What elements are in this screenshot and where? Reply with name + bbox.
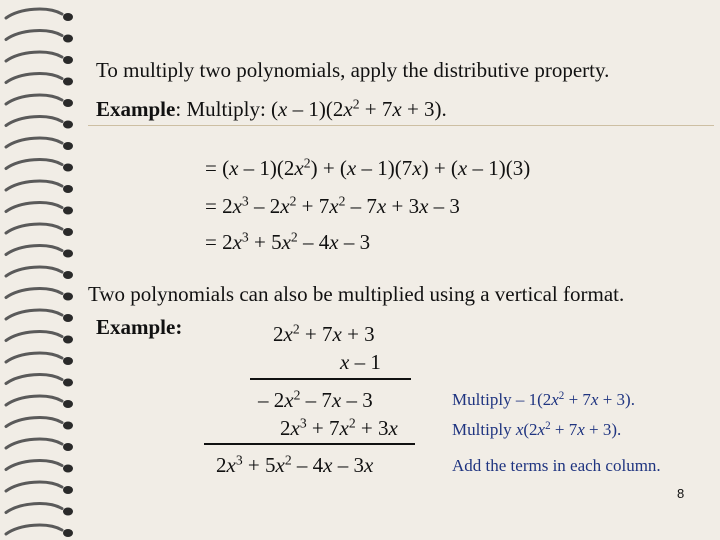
spiral-hole <box>63 465 73 473</box>
page-number: 8 <box>677 486 685 501</box>
spiral-hole <box>63 228 73 236</box>
spiral-hole <box>63 443 73 451</box>
spiral-ring <box>6 525 62 534</box>
spiral-hole <box>63 250 73 258</box>
spiral-hole <box>63 379 73 387</box>
spiral-ring <box>6 353 62 362</box>
note-add-columns: Add the terms in each column. <box>452 456 661 475</box>
spiral-hole <box>63 336 73 344</box>
spiral-ring <box>6 461 62 470</box>
spiral-ring <box>6 482 62 491</box>
intro-text: To multiply two polynomials, apply the distributive property. <box>96 58 610 82</box>
note-multiply-x: Multiply $x(2x^2 + 7x + 3)$. <box>452 419 622 439</box>
vertical-row-3: – $2x^2 - 7x - 3$ <box>258 387 373 412</box>
note-multiply-neg-one: Multiply – $1(2x^2 + 7x + 3)$. <box>452 389 635 409</box>
spiral-ring <box>6 396 62 405</box>
spiral-hole <box>63 314 73 322</box>
spiral-ring <box>6 504 62 513</box>
spiral-ring <box>6 375 62 384</box>
spiral-ring <box>6 52 62 61</box>
spiral-ring <box>6 224 62 233</box>
spiral-ring <box>6 267 62 276</box>
spiral-ring <box>6 74 62 83</box>
spiral-ring <box>6 95 62 104</box>
spiral-ring <box>6 439 62 448</box>
spiral-hole <box>63 357 73 365</box>
step-line-1: = $(x - 1)(2x^2) + (x - 1)(7x) + (x - 1)(3)$ <box>205 155 531 180</box>
vertical-intro-text: Two polynomials can also be multiplied using a vertical format. <box>88 282 625 306</box>
spiral-ring <box>6 117 62 126</box>
spiral-ring <box>6 160 62 169</box>
spiral-ring <box>6 31 62 40</box>
vertical-row-1: $2x^2 + 7x + 3$ <box>273 321 375 346</box>
spiral-hole <box>63 13 73 21</box>
spiral-hole <box>63 35 73 43</box>
spiral-hole <box>63 99 73 107</box>
spiral-hole <box>63 164 73 172</box>
spiral-hole <box>63 142 73 150</box>
spiral-ring <box>6 332 62 341</box>
multiply-rule <box>250 378 411 380</box>
spiral-ring <box>6 246 62 255</box>
example-label: Example <box>96 97 176 121</box>
spiral-ring <box>6 289 62 298</box>
spiral-hole <box>63 529 73 537</box>
spiral-hole <box>63 185 73 193</box>
step-line-3: = $2x^3 + 5x^2 - 4x - 3$ <box>205 229 371 254</box>
spiral-hole <box>63 78 73 86</box>
vertical-row-5: $2x^3 + 5x^2 - 4x - 3x$ <box>216 452 374 477</box>
example-1-line: Example: Multiply: $(x - 1)(2x^2 + 7x + 3)$. <box>96 96 447 121</box>
spiral-hole <box>63 508 73 516</box>
spiral-hole <box>63 207 73 215</box>
sum-rule <box>204 443 415 445</box>
vertical-row-2: x – 1 <box>340 350 381 374</box>
spiral-hole <box>63 271 73 279</box>
spiral-hole <box>63 422 73 430</box>
divider <box>88 125 714 126</box>
spiral-hole <box>63 293 73 301</box>
spiral-ring <box>6 138 62 147</box>
example-2-label: Example: <box>96 315 183 339</box>
spiral-hole <box>63 486 73 494</box>
step-line-2: = $2x^3 - 2x^2 + 7x^2 - 7x + 3x - 3$ <box>205 193 460 218</box>
spiral-binding-icon <box>0 0 80 540</box>
spiral-ring <box>6 181 62 190</box>
spiral-ring <box>6 203 62 212</box>
spiral-ring <box>6 310 62 319</box>
spiral-hole <box>63 400 73 408</box>
spiral-ring <box>6 9 62 18</box>
spiral-hole <box>63 56 73 64</box>
spiral-hole <box>63 121 73 129</box>
vertical-row-4: $2x^3 + 7x^2 + 3x$ <box>280 415 398 440</box>
spiral-ring <box>6 418 62 427</box>
